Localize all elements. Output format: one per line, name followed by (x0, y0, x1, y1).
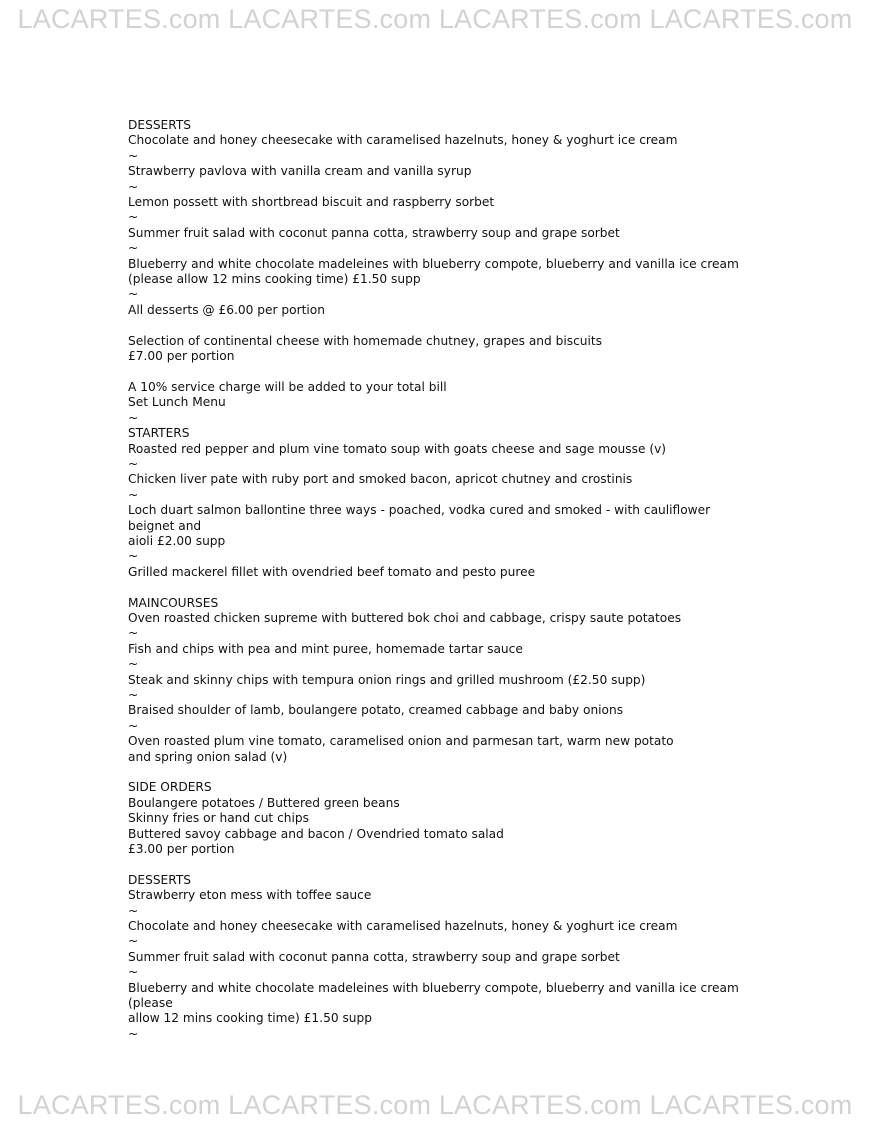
menu-line: Lemon possett with shortbread biscuit and raspberry sorbet (128, 195, 495, 210)
menu-line: Braised shoulder of lamb, boulangere potato, creamed cabbage and baby onions (128, 703, 624, 718)
menu-line: Chocolate and honey cheesecake with caramelised hazelnuts, honey & yoghurt ice cream (128, 133, 678, 148)
menu-line: Set Lunch Menu (128, 395, 226, 410)
menu-line: Loch duart salmon ballontine three ways - poached, vodka cured and smoked - with cauliflower beignet and (128, 503, 715, 533)
menu-line: Roasted red pepper and plum vine tomato soup with goats cheese and sage mousse (v) (128, 441, 667, 456)
menu-line: and spring onion salad (v) (128, 749, 288, 764)
blank-line (128, 318, 748, 333)
section-heading: STARTERS (128, 426, 190, 441)
separator-tilde: ~ (128, 934, 139, 949)
watermark-top: LACARTES.com LACARTES.com LACARTES.com LACARTES.com (17, 4, 853, 34)
menu-line: aioli £2.00 supp (128, 533, 226, 548)
separator-tilde: ~ (128, 657, 139, 672)
menu-line: (please allow 12 mins cooking time) £1.50 supp (128, 272, 421, 287)
separator-tilde: ~ (128, 549, 139, 564)
menu-line: Blueberry and white chocolate madeleines with blueberry compote, blueberry and vanilla ice cream (please (128, 980, 743, 1011)
menu-line: All desserts @ £6.00 per portion (128, 302, 325, 317)
menu-line: A 10% service charge will be added to your total bill (128, 379, 447, 394)
separator-tilde: ~ (128, 456, 139, 471)
menu-line: Chicken liver pate with ruby port and smoked bacon, apricot chutney and crostinis (128, 472, 633, 487)
blank-line (128, 364, 748, 379)
menu-line: Selection of continental cheese with homemade chutney, grapes and biscuits (128, 333, 603, 348)
blank-line (128, 857, 748, 872)
menu-document (128, 118, 748, 1042)
menu-line: Strawberry pavlova with vanilla cream and vanilla syrup (128, 164, 472, 179)
section-heading: SIDE ORDERS (128, 780, 212, 795)
menu-line: Buttered savoy cabbage and bacon / Ovendried tomato salad (128, 826, 504, 841)
menu-line: £3.00 per portion (128, 842, 235, 857)
menu-line: Blueberry and white chocolate madeleines with blueberry compote, blueberry and vanilla ice cream (128, 256, 739, 271)
menu-line: Summer fruit salad with coconut panna cotta, strawberry soup and grape sorbet (128, 949, 620, 964)
menu-line: Boulangere potatoes / Buttered green beans (128, 795, 400, 810)
separator-tilde: ~ (128, 148, 139, 163)
menu-line: £7.00 per portion (128, 349, 235, 364)
separator-tilde: ~ (128, 179, 139, 194)
menu-line: Oven roasted chicken supreme with buttered bok choi and cabbage, crispy saute potatoes (128, 610, 682, 625)
menu-line: Chocolate and honey cheesecake with caramelised hazelnuts, honey & yoghurt ice cream (128, 919, 678, 934)
menu-line: Strawberry eton mess with toffee sauce (128, 888, 372, 903)
separator-tilde: ~ (128, 487, 139, 502)
menu-line: Fish and chips with pea and mint puree, homemade tartar sauce (128, 641, 523, 656)
separator-tilde: ~ (128, 241, 139, 256)
separator-tilde: ~ (128, 210, 139, 225)
section-heading: DESSERTS (128, 872, 192, 887)
watermark-bottom: LACARTES.com LACARTES.com LACARTES.com LACARTES.com (17, 1090, 853, 1120)
separator-tilde: ~ (128, 410, 139, 425)
separator-tilde: ~ (128, 626, 139, 641)
blank-line (128, 765, 748, 780)
menu-line: Oven roasted plum vine tomato, caramelised onion and parmesan tart, warm new potato (128, 734, 674, 749)
menu-line: Skinny fries or hand cut chips (128, 811, 309, 826)
separator-tilde: ~ (128, 287, 139, 302)
separator-tilde: ~ (128, 965, 139, 980)
separator-tilde: ~ (128, 718, 139, 733)
menu-line: Grilled mackerel fillet with ovendried beef tomato and pesto puree (128, 564, 536, 579)
section-heading: MAINCOURSES (128, 595, 219, 610)
separator-tilde: ~ (128, 1026, 139, 1041)
separator-tilde: ~ (128, 687, 139, 702)
separator-tilde: ~ (128, 903, 139, 918)
menu-line: Summer fruit salad with coconut panna cotta, strawberry soup and grape sorbet (128, 225, 620, 240)
blank-line (128, 580, 748, 595)
menu-line: Steak and skinny chips with tempura onion rings and grilled mushroom (£2.50 supp) (128, 672, 646, 687)
menu-line: allow 12 mins cooking time) £1.50 supp (128, 1011, 372, 1026)
section-heading: DESSERTS (128, 118, 192, 132)
